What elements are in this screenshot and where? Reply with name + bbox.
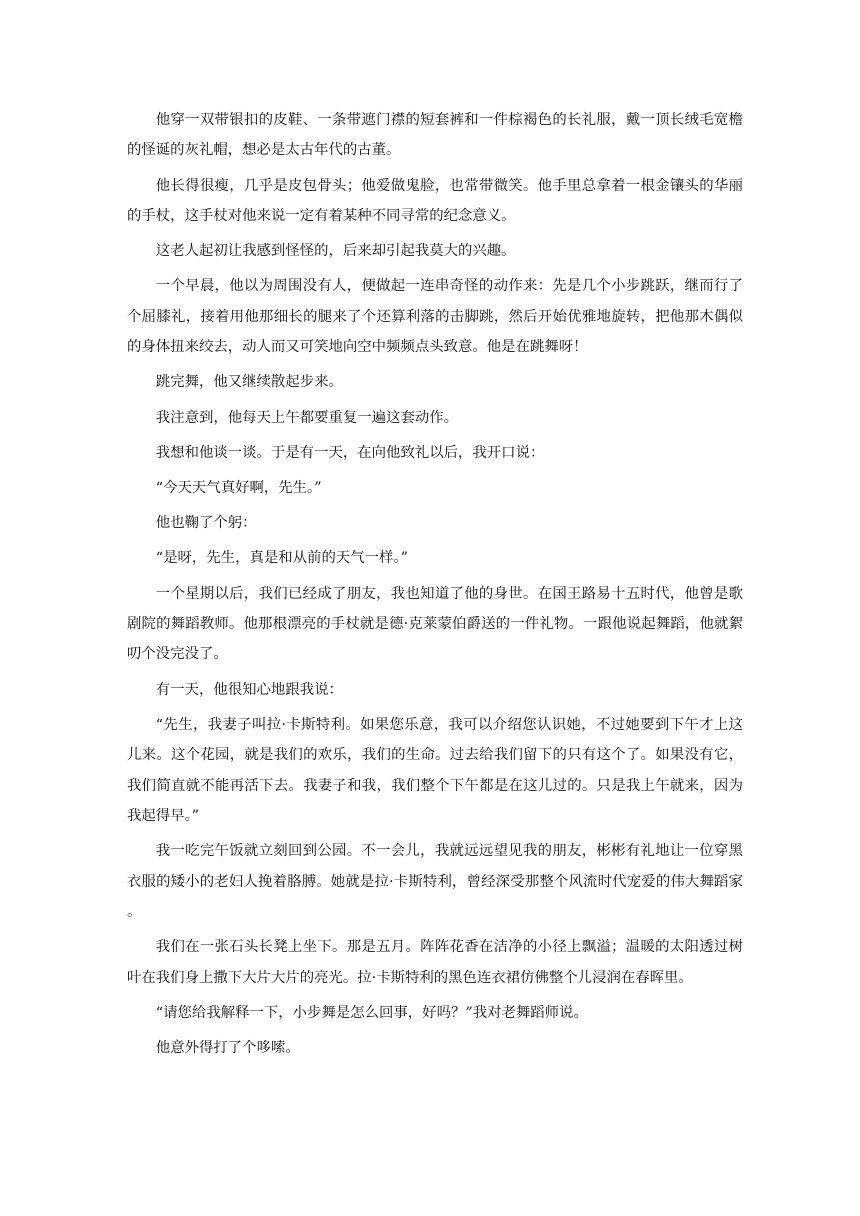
paragraph-meeting-wife: 我一吃完午饭就立刻回到公园。不一会儿，我就远远望见我的朋友，彬彬有礼地让一位穿黑衣服的矮小的老妇人挽着胳膊。她就是拉·卡斯特利，曾经深受那整个风流时代宠爱的伟大舞蹈家。 [127, 843, 743, 921]
paragraph-daily-routine: 我注意到，他每天上午都要重复一遍这套动作。 [155, 409, 459, 426]
paragraph-shiver: 他意外得打了个哆嗦。 [155, 1040, 300, 1057]
paragraph-confidence: 有一天，他很知心地跟我说： [155, 681, 343, 698]
dialogue-greeting: “今天天气真好啊，先生。” [155, 480, 322, 497]
paragraph-old-man-clothing: 他穿一双带银扣的皮鞋、一条带遮门襟的短套裤和一件棕褐色的长礼服，戴一顶长绒毛宽檐的怪诞的灰礼帽，想必是太古年代的古董。 [127, 112, 743, 159]
paragraph-start-talk: 我想和他谈一谈。于是有一天，在向他致礼以后，我开口说： [155, 444, 545, 461]
dialogue-minuet-question: “请您给我解释一下，小步舞是怎么回事，好吗？”我对老舞蹈师说。 [155, 1004, 588, 1021]
dialogue-reply: “是呀，先生，真是和从前的天气一样。” [155, 550, 408, 567]
document-page [127, 105, 743, 1068]
dialogue-wife-intro: “先生，我妻子叫拉·卡斯特利。如果您乐意，我可以介绍您认识她，不过她要到下午才上这儿来。这个花园，就是我们的欢乐，我们的生命。过去给我们留下的只有这个了。如果没有它，我们简直就不能再活下去。我妻子和我，我们整个下午都是在这儿过的。只是我上午就来，因为我起得早。” [127, 716, 743, 825]
paragraph-after-dance: 跳完舞，他又继续散起步来。 [155, 374, 343, 391]
paragraph-first-impression: 这老人起初让我感到怪怪的，后来却引起我莫大的兴趣。 [155, 243, 516, 260]
paragraph-bench-scene: 我们在一张石头长凳上坐下。那是五月。阵阵花香在洁净的小径上飘溢；温暖的太阳透过树叶在我们身上撒下大片大片的亮光。拉·卡斯特利的黑色连衣裙仿佛整个儿浸润在春晖里。 [127, 939, 743, 986]
paragraph-backstory: 一个星期以后，我们已经成了朋友，我也知道了他的身世。在国王路易十五时代，他曾是歌剧院的舞蹈教师。他那根漂亮的手杖就是德·克莱蒙伯爵送的一件礼物。一跟他说起舞蹈，他就絮叨个没完没了。 [127, 585, 743, 663]
paragraph-bow: 他也鞠了个躬： [155, 515, 257, 532]
paragraph-morning-dance: 一个早晨，他以为周围没有人，便做起一连串奇怪的动作来：先是几个小步跳跃，继而行了个屈膝礼，接着用他那细长的腿来了个还算利落的击脚跳，然后开始优雅地旋转，把他那木偶似的身体扭来绞去，动人而又可笑地向空中频频点头致意。他是在跳舞呀！ [127, 278, 743, 356]
paragraph-old-man-appearance: 他长得很瘦，几乎是皮包骨头；他爱做鬼脸，也常带微笑。他手里总拿着一根金镶头的华丽的手杖，这手杖对他来说一定有着某种不同寻常的纪念意义。 [127, 177, 743, 225]
